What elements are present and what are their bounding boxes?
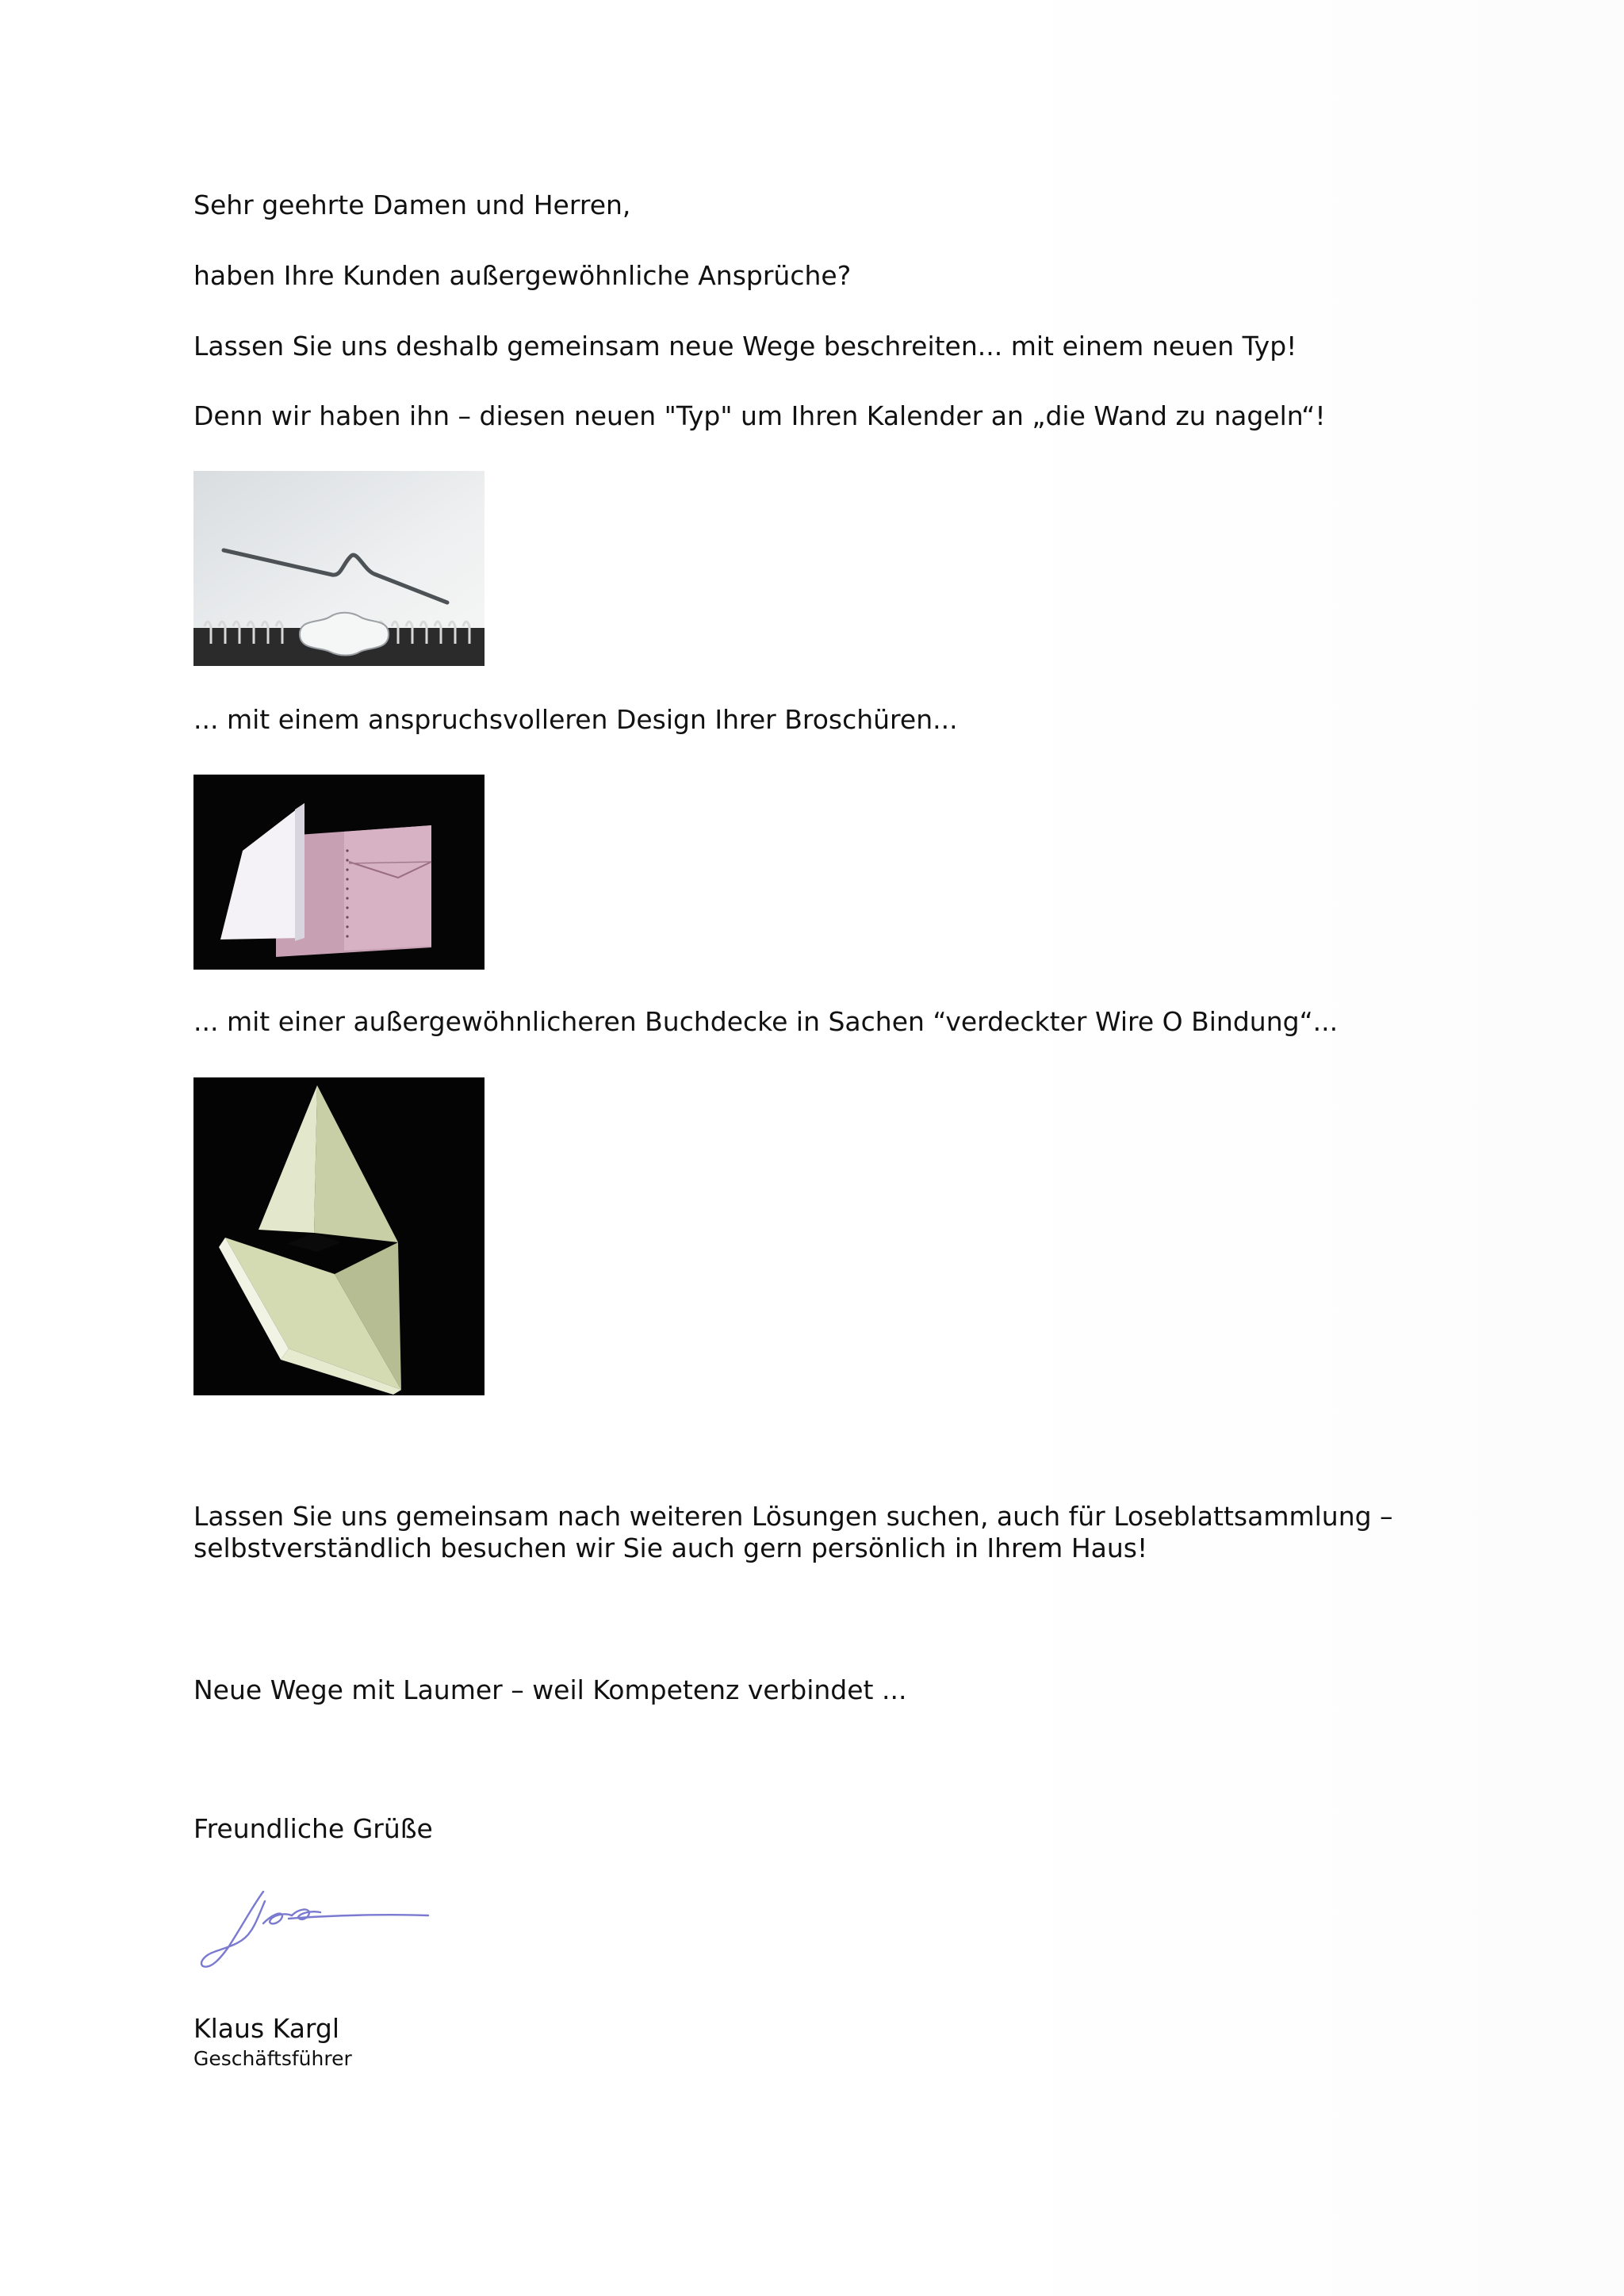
- intro-line: Lassen Sie uns deshalb gemeinsam neue Wege beschreiten... mit einem neuen Typ!: [193, 331, 1297, 362]
- greeting: Sehr geehrte Damen und Herren,: [193, 189, 631, 220]
- closing-line-1: Lassen Sie uns gemeinsam nach weiteren Lösungen suchen, auch für Loseblattsammlung –: [193, 1501, 1393, 1532]
- offer-line: Denn wir haben ihn – diesen neuen "Typ" um Ihren Kalender an „die Wand zu nageln“!: [193, 400, 1326, 431]
- book-cover-photo: [193, 1077, 485, 1395]
- signer-title: Geschäftsführer: [193, 2047, 352, 2070]
- calendar-hanger-photo: [193, 471, 485, 666]
- signer-name: Klaus Kargl: [193, 2013, 340, 2044]
- regards: Freundliche Grüße: [193, 1813, 433, 1844]
- closing-line-2: selbstverständlich besuchen wir Sie auch gern persönlich in Ihrem Haus!: [193, 1533, 1148, 1563]
- handwritten-signature: [193, 1881, 439, 1979]
- brochure-photo: [193, 775, 485, 970]
- question-line: haben Ihre Kunden außergewöhnliche Ansprüche?: [193, 260, 852, 291]
- slogan: Neue Wege mit Laumer – weil Kompetenz verbindet ...: [193, 1674, 907, 1705]
- book-cover-caption: ... mit einer außergewöhnlicheren Buchdecke in Sachen “verdeckter Wire O Bindung“...: [193, 1006, 1339, 1037]
- brochure-caption: ... mit einem anspruchsvolleren Design Ihrer Broschüren...: [193, 704, 958, 735]
